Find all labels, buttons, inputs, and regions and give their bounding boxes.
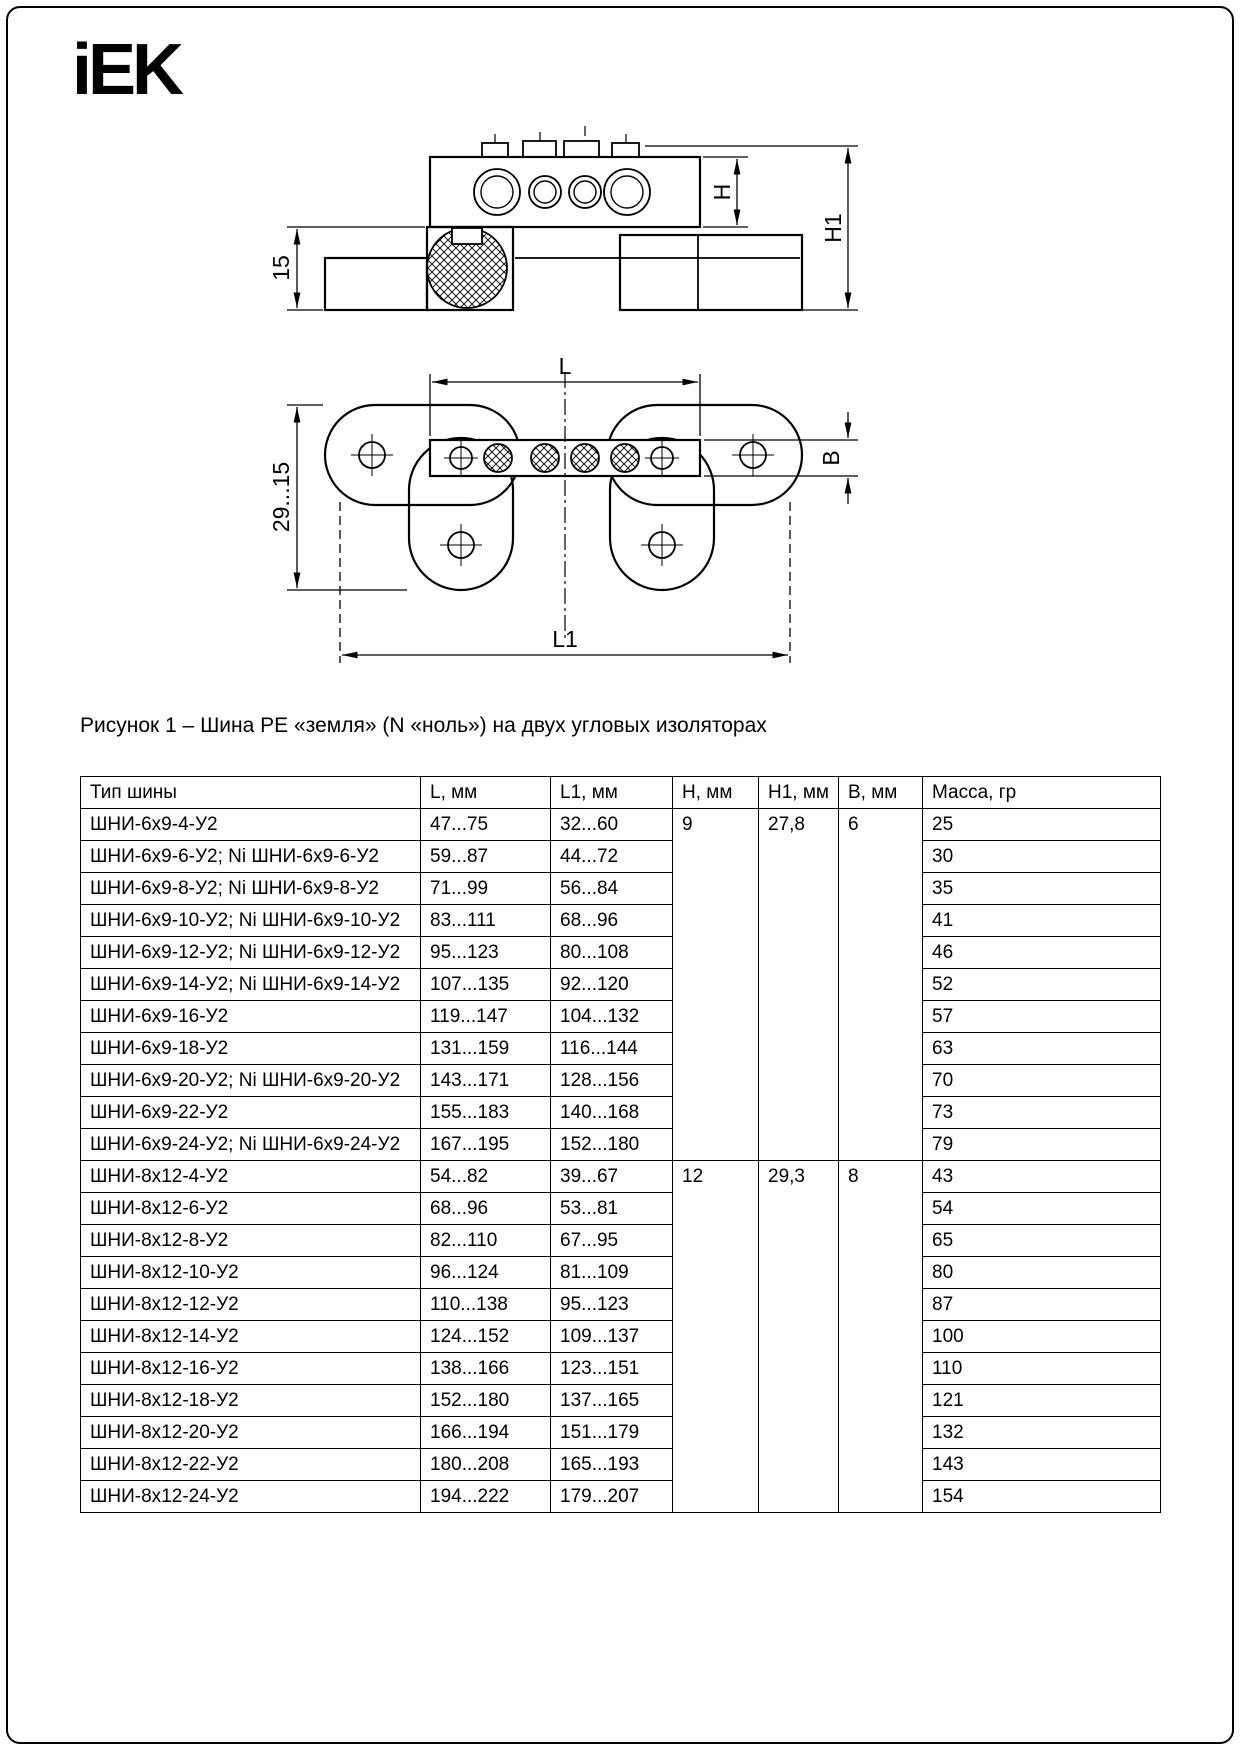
cell-l: 119...147 bbox=[421, 1001, 551, 1033]
terminal-tab bbox=[612, 143, 639, 157]
cell-l: 107...135 bbox=[421, 969, 551, 1001]
cell-l: 124...152 bbox=[421, 1321, 551, 1353]
dim-h-label: H bbox=[709, 183, 735, 201]
table-row bbox=[81, 873, 1161, 905]
cell-type: ШНИ-6x9-12-У2; Ni ШНИ-6x9-12-У2 bbox=[81, 937, 421, 969]
cell-l1: 151...179 bbox=[551, 1417, 673, 1449]
cell-l: 167...195 bbox=[421, 1129, 551, 1161]
cell-l1: 123...151 bbox=[551, 1353, 673, 1385]
col-header-l: L, мм bbox=[421, 777, 551, 809]
col-header-l1: L1, мм bbox=[551, 777, 673, 809]
cell-type: ШНИ-8x12-6-У2 bbox=[81, 1193, 421, 1225]
table-row bbox=[81, 1129, 1161, 1161]
table-row bbox=[81, 1001, 1161, 1033]
cell-type: ШНИ-8x12-16-У2 bbox=[81, 1353, 421, 1385]
cell-mass: 73 bbox=[923, 1097, 1161, 1129]
cell-h: 12 bbox=[673, 1161, 759, 1513]
col-header-b: B, мм bbox=[839, 777, 923, 809]
cell-l1: 39...67 bbox=[551, 1161, 673, 1193]
cell-l: 143...171 bbox=[421, 1065, 551, 1097]
cell-mass: 132 bbox=[923, 1417, 1161, 1449]
cell-type: ШНИ-6x9-6-У2; Ni ШНИ-6x9-6-У2 bbox=[81, 841, 421, 873]
cell-mass: 25 bbox=[923, 809, 1161, 841]
table-row bbox=[81, 1417, 1161, 1449]
cell-type: ШНИ-6x9-4-У2 bbox=[81, 809, 421, 841]
cell-l: 47...75 bbox=[421, 809, 551, 841]
cell-mass: 65 bbox=[923, 1225, 1161, 1257]
cell-type: ШНИ-8x12-18-У2 bbox=[81, 1385, 421, 1417]
cell-l: 152...180 bbox=[421, 1385, 551, 1417]
table-row bbox=[81, 1097, 1161, 1129]
cell-l1: 137...165 bbox=[551, 1385, 673, 1417]
table-row bbox=[81, 841, 1161, 873]
cell-l: 180...208 bbox=[421, 1449, 551, 1481]
cell-l1: 128...156 bbox=[551, 1065, 673, 1097]
plan-view bbox=[325, 372, 802, 640]
table-row bbox=[81, 1449, 1161, 1481]
cell-b: 6 bbox=[839, 809, 923, 1161]
busbar-side bbox=[430, 157, 700, 227]
spec-table bbox=[80, 776, 1161, 1513]
table-row bbox=[81, 1225, 1161, 1257]
col-header-h: H, мм bbox=[673, 777, 759, 809]
cell-l1: 81...109 bbox=[551, 1257, 673, 1289]
mounting-plate-left bbox=[325, 258, 427, 310]
table-row bbox=[81, 1033, 1161, 1065]
cell-l1: 92...120 bbox=[551, 969, 673, 1001]
cell-l1: 165...193 bbox=[551, 1449, 673, 1481]
cell-mass: 87 bbox=[923, 1289, 1161, 1321]
table-row bbox=[81, 1065, 1161, 1097]
cell-mass: 143 bbox=[923, 1449, 1161, 1481]
cell-type: ШНИ-8x12-14-У2 bbox=[81, 1321, 421, 1353]
cell-l: 96...124 bbox=[421, 1257, 551, 1289]
table-row bbox=[81, 1385, 1161, 1417]
cell-mass: 80 bbox=[923, 1257, 1161, 1289]
cell-l: 194...222 bbox=[421, 1481, 551, 1513]
cell-l: 59...87 bbox=[421, 841, 551, 873]
col-header-h1: H1, мм bbox=[759, 777, 839, 809]
spec-table-container bbox=[80, 776, 1161, 1513]
cell-l: 54...82 bbox=[421, 1161, 551, 1193]
cell-mass: 43 bbox=[923, 1161, 1161, 1193]
table-row bbox=[81, 809, 1161, 841]
cell-type: ШНИ-6x9-18-У2 bbox=[81, 1033, 421, 1065]
cell-mass: 110 bbox=[923, 1353, 1161, 1385]
dim-l1-label: L1 bbox=[552, 626, 578, 652]
cell-type: ШНИ-8x12-24-У2 bbox=[81, 1481, 421, 1513]
cell-type: ШНИ-8x12-10-У2 bbox=[81, 1257, 421, 1289]
cell-mass: 121 bbox=[923, 1385, 1161, 1417]
technical-drawing bbox=[0, 0, 1240, 705]
cell-l1: 109...137 bbox=[551, 1321, 673, 1353]
cell-type: ШНИ-6x9-24-У2; Ni ШНИ-6x9-24-У2 bbox=[81, 1129, 421, 1161]
side-view bbox=[325, 126, 802, 310]
cell-l1: 80...108 bbox=[551, 937, 673, 969]
cell-type: ШНИ-6x9-8-У2; Ni ШНИ-6x9-8-У2 bbox=[81, 873, 421, 905]
cell-type: ШНИ-8x12-12-У2 bbox=[81, 1289, 421, 1321]
cell-l: 82...110 bbox=[421, 1225, 551, 1257]
table-row bbox=[81, 1481, 1161, 1513]
cell-l: 155...183 bbox=[421, 1097, 551, 1129]
cell-mass: 30 bbox=[923, 841, 1161, 873]
cell-mass: 46 bbox=[923, 937, 1161, 969]
insulator-nib bbox=[452, 228, 482, 244]
table-row bbox=[81, 905, 1161, 937]
cell-mass: 63 bbox=[923, 1033, 1161, 1065]
cell-l1: 67...95 bbox=[551, 1225, 673, 1257]
cell-type: ШНИ-6x9-22-У2 bbox=[81, 1097, 421, 1129]
cell-l1: 95...123 bbox=[551, 1289, 673, 1321]
cell-l1: 140...168 bbox=[551, 1097, 673, 1129]
cell-mass: 100 bbox=[923, 1321, 1161, 1353]
table-row bbox=[81, 1353, 1161, 1385]
cell-l1: 56...84 bbox=[551, 873, 673, 905]
figure-caption: Рисунок 1 – Шина PE «земля» (N «ноль») на двух угловых изоляторах bbox=[80, 714, 767, 737]
cell-mass: 54 bbox=[923, 1193, 1161, 1225]
screw-head-icon bbox=[531, 444, 559, 472]
table-row bbox=[81, 1257, 1161, 1289]
cell-mass: 154 bbox=[923, 1481, 1161, 1513]
dim-29-15-label: 29...15 bbox=[268, 461, 294, 533]
cell-type: ШНИ-8x12-8-У2 bbox=[81, 1225, 421, 1257]
cell-l1: 44...72 bbox=[551, 841, 673, 873]
screw-head-icon bbox=[571, 444, 599, 472]
cell-mass: 57 bbox=[923, 1001, 1161, 1033]
table-row bbox=[81, 1161, 1161, 1193]
cell-l: 83...111 bbox=[421, 905, 551, 937]
terminal-tab bbox=[482, 143, 508, 157]
cell-l1: 179...207 bbox=[551, 1481, 673, 1513]
cell-type: ШНИ-8x12-20-У2 bbox=[81, 1417, 421, 1449]
cell-l: 138...166 bbox=[421, 1353, 551, 1385]
table-row bbox=[81, 937, 1161, 969]
cell-l1: 53...81 bbox=[551, 1193, 673, 1225]
cell-type: ШНИ-6x9-20-У2; Ni ШНИ-6x9-20-У2 bbox=[81, 1065, 421, 1097]
cell-mass: 79 bbox=[923, 1129, 1161, 1161]
iek-logo: iEK bbox=[72, 30, 181, 110]
cell-type: ШНИ-6x9-16-У2 bbox=[81, 1001, 421, 1033]
cell-mass: 70 bbox=[923, 1065, 1161, 1097]
cell-l1: 116...144 bbox=[551, 1033, 673, 1065]
cell-mass: 41 bbox=[923, 905, 1161, 937]
cell-l: 68...96 bbox=[421, 1193, 551, 1225]
cell-type: ШНИ-6x9-10-У2; Ni ШНИ-6x9-10-У2 bbox=[81, 905, 421, 937]
cell-mass: 52 bbox=[923, 969, 1161, 1001]
cell-l: 131...159 bbox=[421, 1033, 551, 1065]
dim-l-label: L bbox=[558, 353, 572, 379]
spec-table-body bbox=[81, 809, 1161, 1513]
cell-l1: 68...96 bbox=[551, 905, 673, 937]
table-row bbox=[81, 969, 1161, 1001]
terminal-tab bbox=[564, 141, 599, 157]
cell-l: 110...138 bbox=[421, 1289, 551, 1321]
cell-mass: 35 bbox=[923, 873, 1161, 905]
table-row bbox=[81, 1289, 1161, 1321]
screw-head-icon bbox=[484, 444, 512, 472]
col-header-mass: Масса, гр bbox=[923, 777, 1161, 809]
dim-15-label: 15 bbox=[268, 255, 294, 281]
cell-type: ШНИ-8x12-22-У2 bbox=[81, 1449, 421, 1481]
cell-l: 166...194 bbox=[421, 1417, 551, 1449]
cell-h1: 27,8 bbox=[759, 809, 839, 1161]
cell-h: 9 bbox=[673, 809, 759, 1161]
cell-l1: 104...132 bbox=[551, 1001, 673, 1033]
cell-l: 95...123 bbox=[421, 937, 551, 969]
cell-l1: 152...180 bbox=[551, 1129, 673, 1161]
angle-insulator-right bbox=[620, 235, 802, 310]
plan-view-dimensions bbox=[287, 374, 858, 663]
col-header-type: Тип шины bbox=[81, 777, 421, 809]
terminal-tab bbox=[523, 141, 556, 157]
cell-l: 71...99 bbox=[421, 873, 551, 905]
screw-head-icon bbox=[611, 444, 639, 472]
dim-h1-label: H1 bbox=[820, 213, 846, 243]
cell-b: 8 bbox=[839, 1161, 923, 1513]
cell-type: ШНИ-8x12-4-У2 bbox=[81, 1161, 421, 1193]
cell-type: ШНИ-6x9-14-У2; Ni ШНИ-6x9-14-У2 bbox=[81, 969, 421, 1001]
cell-h1: 29,3 bbox=[759, 1161, 839, 1513]
table-header-row bbox=[81, 777, 1161, 809]
dim-b-label: B bbox=[818, 450, 844, 466]
table-row bbox=[81, 1193, 1161, 1225]
cell-l1: 32...60 bbox=[551, 809, 673, 841]
table-row bbox=[81, 1321, 1161, 1353]
